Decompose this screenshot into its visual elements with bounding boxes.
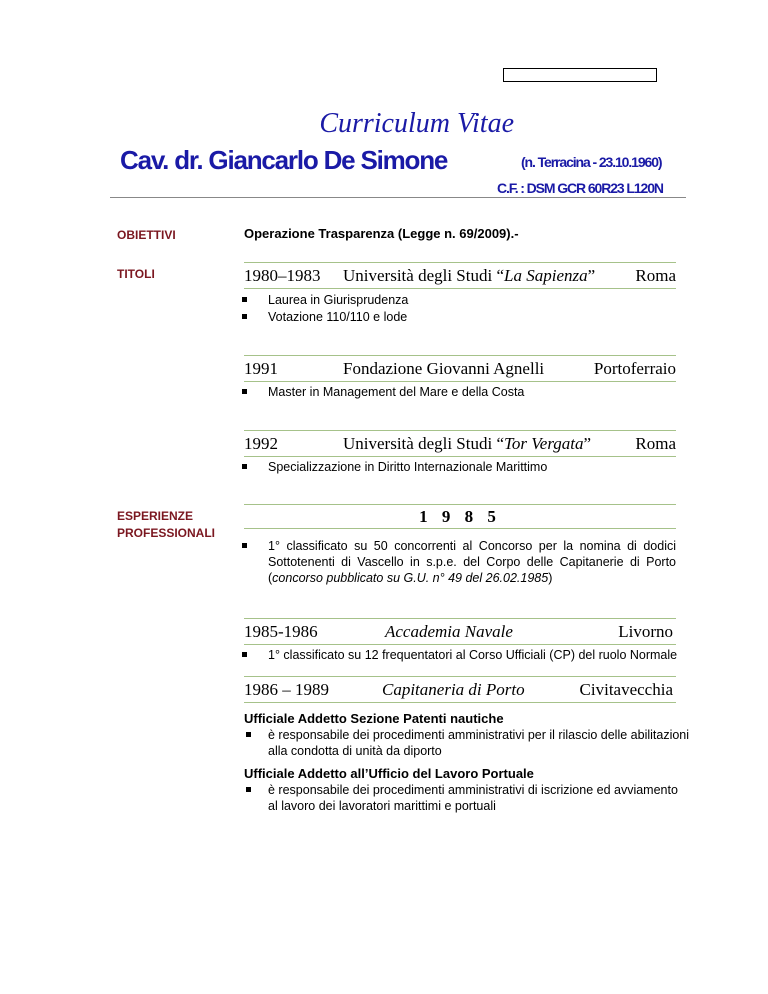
entry-institution: Fondazione Giovanni Agnelli: [343, 359, 545, 378]
entry-place: Portoferraio: [593, 359, 676, 378]
role-title-1: Ufficiale Addetto Sezione Patenti nautiche: [244, 711, 504, 726]
section-objectives: OBIETTIVI: [117, 228, 176, 242]
header-divider: [110, 197, 686, 198]
experience-capitaneria: [244, 676, 676, 703]
entry-institution: Università degli Studi “La Sapienza”: [343, 266, 596, 285]
top-empty-box: [503, 68, 657, 82]
experience-year-1985: 1 9 8 5: [244, 504, 676, 529]
entry-years: 1985-1986: [244, 622, 318, 641]
list-item: Votazione 110/110 e lode: [268, 309, 407, 325]
list-item: è responsabile dei procedimenti amministrativi di iscrizione ed avviamento al lavoro dei lavoratori marittimi e portuali: [268, 782, 676, 814]
bullet-icon: [242, 314, 247, 319]
title-entry-1: [244, 262, 676, 289]
role-title-2: Ufficiale Addetto all’Ufficio del Lavoro Portuale: [244, 766, 534, 781]
list-item: Master in Management del Mare e della Costa: [268, 384, 524, 400]
experience-academy: [244, 618, 676, 645]
list-item: 1° classificato su 12 frequentatori al Corso Ufficiali (CP) del ruolo Normale: [268, 647, 677, 663]
bullet-icon: [242, 464, 247, 469]
title-entry-2: [244, 355, 676, 382]
entry-years: 1980–1983: [244, 266, 321, 285]
entry-institution: Accademia Navale: [385, 622, 513, 641]
list-item: Specializzazione in Diritto Internazionale Marittimo: [268, 459, 547, 475]
entry-place: Livorno: [618, 622, 673, 641]
objective-text: Operazione Trasparenza (Legge n. 69/2009).-: [244, 226, 519, 241]
section-experience: [117, 508, 215, 542]
person-name: Cav. dr. Giancarlo De Simone: [120, 145, 448, 175]
list-item: Laurea in Giurisprudenza: [268, 292, 408, 308]
bullet-icon: [242, 652, 247, 657]
section-experience-line1: ESPERIENZE: [117, 509, 194, 523]
birth-info: (n. Terracina - 23.10.1960): [521, 154, 662, 170]
entry-place: Civitavecchia: [579, 680, 673, 699]
entry-years: 1986 – 1989: [244, 680, 329, 699]
entry-years: 1992: [244, 434, 278, 453]
cv-title: Curriculum Vitae: [319, 108, 514, 139]
fiscal-code: C.F. : DSM GCR 60R23 L120N: [497, 180, 663, 196]
list-item: 1° classificato su 50 concorrenti al Concorso per la nomina di dodici Sottotenenti di Vascello in s.p.e. del Corpo delle Capitanerie di Porto (concorso pubblicato su G.U. n° 49 del 26.02.1985): [268, 538, 676, 586]
list-item: è responsabile dei procedimenti amministrativi per il rilascio delle abilitazioni alla condotta di unità da diporto: [268, 727, 676, 759]
section-titles: TITOLI: [117, 267, 155, 281]
entry-institution: Università degli Studi “Tor Vergata”: [343, 434, 592, 453]
entry-years: 1991: [244, 359, 278, 378]
bullet-icon: [246, 732, 251, 737]
entry-place: Roma: [635, 434, 676, 453]
section-experience-line2: PROFESSIONALI: [117, 526, 216, 540]
bullet-icon: [242, 297, 247, 302]
entry-institution: Capitaneria di Porto: [382, 680, 525, 699]
title-entry-3: [244, 430, 676, 457]
bullet-icon: [246, 787, 251, 792]
entry-place: Roma: [635, 266, 676, 285]
bullet-icon: [242, 543, 247, 548]
bullet-icon: [242, 389, 247, 394]
